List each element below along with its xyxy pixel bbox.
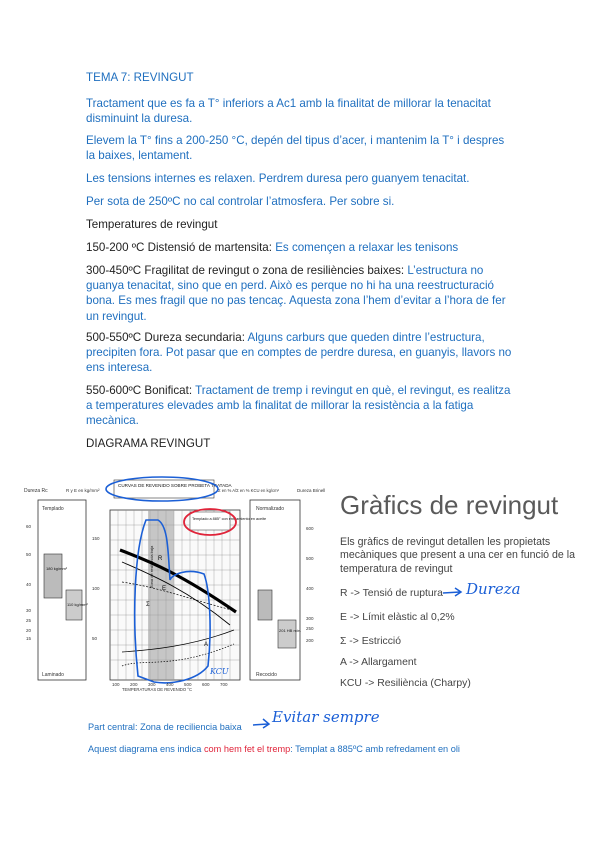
svg-text:300: 300 bbox=[148, 682, 156, 687]
handwritten-duresa: Dureza bbox=[466, 580, 521, 598]
range-desc: Tractament de tremp i revingut en què, el revingut, es realitza a temperatures elevades amb la finalitat de millorar la resistència a la fatiga mecànica. bbox=[86, 384, 511, 428]
svg-text:200: 200 bbox=[306, 638, 314, 643]
paragraph-tensions: Les tensions internes es relaxen. Perdrem duresa pero guanyem tenacitat. bbox=[86, 172, 470, 185]
footer-line-2-a: Aquest diagrama ens indica bbox=[88, 744, 204, 754]
svg-text:600: 600 bbox=[202, 682, 210, 687]
svg-text:20: 20 bbox=[26, 628, 32, 633]
footer-line-2-b: : Templat a 885ºC amb refredament en oli bbox=[290, 744, 460, 754]
temperatures-heading: Temperatures de revingut bbox=[86, 218, 218, 231]
legend-item-e: E -> Límit elàstic al 0,2% bbox=[340, 612, 455, 623]
svg-text:400: 400 bbox=[166, 682, 174, 687]
svg-text:E: E bbox=[162, 586, 167, 592]
footer-part-central: Part central: Zona de reciliencia baixa bbox=[88, 722, 242, 732]
slide-title: Gràfics de revingut bbox=[340, 490, 559, 520]
templado-note: Templado a 885° con enfriamiento en aceite bbox=[192, 517, 267, 521]
recocido-label: Recocido bbox=[256, 672, 277, 678]
arrow-icon bbox=[252, 716, 272, 730]
templado-label: Templado bbox=[42, 506, 64, 512]
svg-text:25: 25 bbox=[26, 618, 32, 623]
slide-panel bbox=[326, 478, 586, 692]
legend-item-kcu: KCU -> Resiliència (Charpy) bbox=[340, 678, 471, 689]
legend-item-a: A -> Allargament bbox=[340, 657, 417, 668]
left-value-2: 110 kg/mm² bbox=[67, 602, 88, 607]
svg-text:40: 40 bbox=[26, 582, 32, 587]
svg-text:250: 250 bbox=[306, 626, 314, 631]
svg-text:50: 50 bbox=[26, 552, 32, 557]
svg-text:Σ: Σ bbox=[146, 602, 150, 608]
svg-text:R: R bbox=[158, 556, 163, 562]
footer-line-2 bbox=[88, 744, 460, 754]
range-dureza-secundaria bbox=[86, 330, 516, 376]
svg-text:400: 400 bbox=[306, 586, 314, 591]
paragraph-definition: Tractament que es fa a T° inferiors a Ac1 amb la finalitat de millorar la tenacitat disminuint la duresa. bbox=[86, 97, 491, 126]
legend-item-r: R -> Tensió de ruptura bbox=[340, 588, 443, 599]
range-label: 300-450ºC Fragilitat de revingut o zona de resiliències baixes: bbox=[86, 264, 405, 277]
svg-text:50: 50 bbox=[92, 636, 98, 641]
left-axis-label: Dureza Rc bbox=[24, 488, 48, 494]
handwritten-evitar: Evitar sempre bbox=[272, 708, 380, 726]
right-axis-2-label: Dureza Brinell bbox=[297, 488, 326, 493]
svg-text:500: 500 bbox=[184, 682, 192, 687]
svg-text:A: A bbox=[204, 642, 209, 648]
range-desc: Alguns carburs que queden dintre l’estructura, precipiten fora. Pot pasar que en comptes de perdre duresa, en guanyis, llavors no ens interesa. bbox=[86, 331, 512, 375]
svg-text:300: 300 bbox=[306, 616, 314, 621]
svg-text:700: 700 bbox=[220, 682, 228, 687]
left-value-1: 180 kg/mm² bbox=[46, 566, 68, 571]
range-fragilitat bbox=[86, 263, 516, 324]
range-label: 500-550ºC Dureza secundaria: bbox=[86, 331, 245, 344]
tempering-diagram bbox=[22, 470, 326, 692]
zona-label: Zona de resiliencia baja bbox=[149, 545, 154, 588]
footer-line-2-red: com hem fet el tremp bbox=[203, 744, 291, 754]
range-bonificat bbox=[86, 383, 516, 429]
left-axis-2-label: R y E en kg/mm² bbox=[66, 488, 100, 493]
arrow-icon bbox=[442, 586, 466, 598]
svg-text:500: 500 bbox=[306, 556, 314, 561]
range-desc: Es començen a relaxar les tenisons bbox=[271, 241, 459, 254]
right-value-1: 201 HB mín. bbox=[279, 628, 302, 633]
svg-text:150: 150 bbox=[92, 536, 100, 541]
right-axis-1-label: Σ en % A/Σ en % KCU en kg/cm² bbox=[218, 488, 280, 493]
range-distensio bbox=[86, 240, 516, 255]
range-desc: L’estructura no guanya tenacitat, sino que en perd. Això es perque no hi ha una reestructuració bona. Es mes fragil que no pas tencaç. Aquesta zona l’hem d’evitar a l’hora de fer un revingut. bbox=[86, 264, 506, 323]
range-label: 550-600ºC Bonificat: bbox=[86, 384, 193, 397]
paragraph-atmosphere: Per sota de 250ºC no cal controlar l’atmosfera. Per sobre si. bbox=[86, 195, 395, 208]
x-axis-label: TEMPERATURAS DE REVENIDO °C bbox=[122, 687, 193, 692]
normalizado-label: Normalizado bbox=[256, 506, 285, 512]
svg-text:100: 100 bbox=[92, 586, 100, 591]
low-resilience-zone bbox=[148, 510, 174, 680]
handwritten-kcu: KCU bbox=[210, 667, 229, 676]
range-label: 150-200 ºC Distensió de martensita: bbox=[86, 241, 272, 254]
svg-text:15: 15 bbox=[26, 636, 32, 641]
box-title: CURVAS DE REVENIDO SOBRE PROBETA TRATADA bbox=[118, 483, 232, 488]
svg-text:200: 200 bbox=[130, 682, 138, 687]
diagram-heading: DIAGRAMA REVINGUT bbox=[86, 437, 211, 450]
legend-item-sigma: Σ -> Estricció bbox=[340, 636, 401, 647]
svg-text:60: 60 bbox=[26, 524, 32, 529]
paragraph-process: Elevem la T° fins a 200-250 °C, depén del tipus d’acer, i mantenim la T° i despres la baixes, lentament. bbox=[86, 134, 505, 163]
laminado-label: Laminado bbox=[42, 672, 64, 678]
svg-text:30: 30 bbox=[26, 608, 32, 613]
central-graph bbox=[110, 510, 240, 680]
svg-text:600: 600 bbox=[306, 526, 314, 531]
svg-text:100: 100 bbox=[112, 682, 120, 687]
slide-description: Els gràfics de revingut detallen les propietats mecàniques que present a una cer en funció de la temperatura de revingut bbox=[340, 536, 575, 575]
topic-heading: TEMA 7: REVINGUT bbox=[86, 71, 194, 84]
